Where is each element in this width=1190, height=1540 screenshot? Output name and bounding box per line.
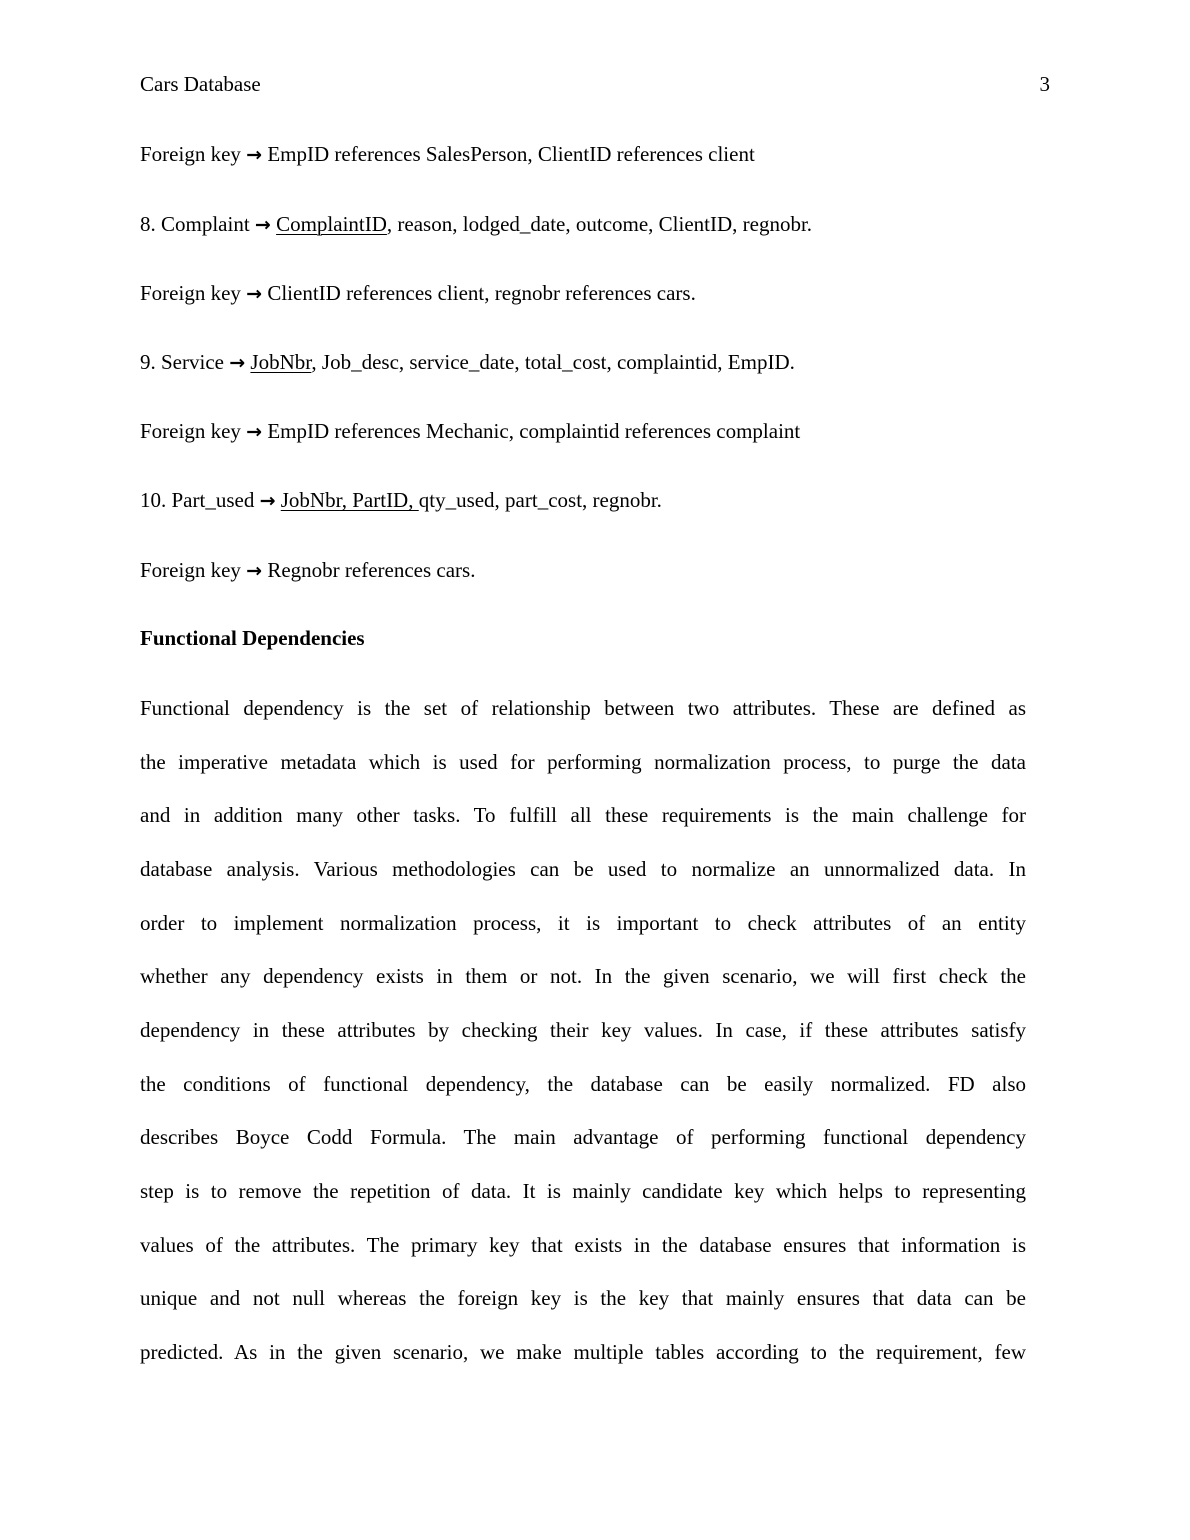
line-label: 9. Service bbox=[140, 350, 224, 374]
right-arrow-icon: → bbox=[259, 490, 276, 512]
section-heading: Functional Dependencies bbox=[140, 626, 365, 650]
primary-key-text: JobNbr bbox=[250, 350, 312, 374]
paragraph-line: the imperative metadata which is used for performing normalization process, to purge the data bbox=[140, 750, 1026, 774]
paragraph-line: Functional dependency is the set of relationship between two attributes. These are defined as bbox=[140, 696, 1026, 720]
paragraph-line: order to implement normalization process, it is important to check attributes of an entity bbox=[140, 911, 1026, 935]
page-number: 3 bbox=[1039, 72, 1050, 96]
paragraph-line: values of the attributes. The primary key that exists in the database ensures that information is bbox=[140, 1233, 1026, 1257]
paragraph-line: whether any dependency exists in them or not. In the given scenario, we will first check the bbox=[140, 964, 1026, 988]
paragraph-line: step is to remove the repetition of data. It is mainly candidate key which helps to representing bbox=[140, 1179, 1026, 1203]
line-text: EmpID references SalesPerson, ClientID references client bbox=[267, 142, 755, 166]
foreign-key-line-8 bbox=[140, 280, 1030, 307]
paragraph-line: unique and not null whereas the foreign key is the key that mainly ensures that data can be bbox=[140, 1286, 1026, 1310]
line-label: 8. Complaint bbox=[140, 212, 250, 236]
relation-part-used-line bbox=[140, 487, 1030, 514]
line-label: Foreign key bbox=[140, 142, 241, 166]
relation-service-line bbox=[140, 349, 1030, 376]
line-text: , reason, lodged_date, outcome, ClientID, regnobr. bbox=[386, 212, 813, 236]
line-text: qty_used, part_cost, regnobr. bbox=[418, 488, 662, 512]
line-text: ClientID references client, regnobr references cars. bbox=[267, 281, 696, 305]
line-label: Foreign key bbox=[140, 558, 241, 582]
foreign-key-line-10 bbox=[140, 557, 1030, 584]
right-arrow-icon: → bbox=[246, 144, 263, 166]
paragraph-line: database analysis. Various methodologies can be used to normalize an unnormalized data. In bbox=[140, 857, 1026, 881]
paragraph-line: dependency in these attributes by checking their key values. In case, if these attributes satisfy bbox=[140, 1018, 1026, 1042]
line-label: Foreign key bbox=[140, 419, 241, 443]
paragraph-line: predicted. As in the given scenario, we make multiple tables according to the requirement, few bbox=[140, 1340, 1026, 1364]
right-arrow-icon: → bbox=[246, 283, 263, 305]
primary-key-text: JobNbr, PartID, bbox=[280, 488, 419, 512]
right-arrow-icon: → bbox=[229, 352, 246, 374]
line-label: Foreign key bbox=[140, 281, 241, 305]
line-text: Regnobr references cars. bbox=[267, 558, 476, 582]
line-label: 10. Part_used bbox=[140, 488, 255, 512]
paragraph-line: describes Boyce Codd Formula. The main advantage of performing functional dependency bbox=[140, 1125, 1026, 1149]
right-arrow-icon: → bbox=[246, 560, 263, 582]
relation-complaint-line bbox=[140, 211, 1030, 238]
right-arrow-icon: → bbox=[246, 421, 263, 443]
running-header-title: Cars Database bbox=[140, 72, 261, 96]
right-arrow-icon: → bbox=[254, 214, 271, 236]
foreign-key-line-7 bbox=[140, 141, 1030, 168]
paragraph-line: the conditions of functional dependency, the database can be easily normalized. FD also bbox=[140, 1072, 1026, 1096]
paragraph-line: and in addition many other tasks. To fulfill all these requirements is the main challenge for bbox=[140, 803, 1026, 827]
foreign-key-line-9 bbox=[140, 418, 1030, 445]
line-text: EmpID references Mechanic, complaintid references complaint bbox=[267, 419, 801, 443]
primary-key-text: ComplaintID bbox=[276, 212, 387, 236]
line-text: , Job_desc, service_date, total_cost, complaintid, EmpID. bbox=[311, 350, 795, 374]
